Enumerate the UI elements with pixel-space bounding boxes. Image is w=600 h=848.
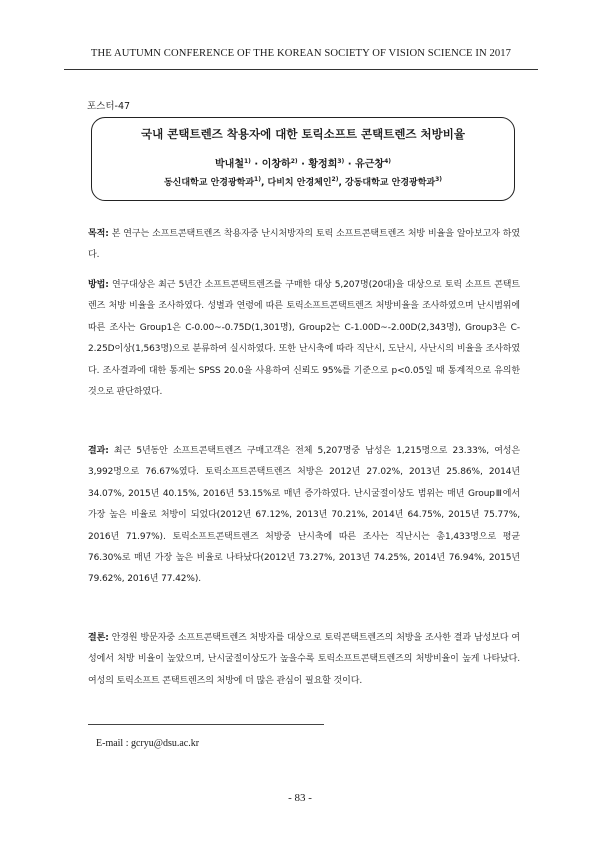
title-box (91, 117, 515, 201)
purpose-text: 본 연구는 소프트콘택트렌즈 착용자중 난시처방자의 토릭 소프트콘택트렌즈 처방 비율을 알아보고자 하였다. (88, 229, 520, 261)
paper-title: 국내 콘택트렌즈 착용자에 대한 토릭소프트 콘택트렌즈 처방비율 (141, 127, 465, 141)
affiliation: 다비치 안경체인 (267, 178, 332, 188)
result-text: 최근 5년동안 소프트콘택트렌즈 구매고객은 전체 5,207명중 남성은 1,215명으로 23.33%, 여성은 3,992명으로 76.67%였다. 토릭소프트콘택트렌즈 처방은 2012년 27.02%, 2013년 25.86%, 2014년 34.07%, 2015년 40.15%, 2016년 53.15%로 매년 증가하였다. 난시굴절이상도 범위는 매년 GroupⅢ에서 가장 높은 비율로 처방이 되었다(2012년 67.12%, 2013년 70.21%, 2014년 64.75%, 2015년 75.77%, 2016년 71.97%). 토릭소프트콘택트렌즈 처방중 난시축에 따른 조사는 직난시는 총1,433명으로 평균 76.30%로 매년 가장 높은 비율로 나타났다(2012년 73.27%, 2013년 74.25%, 2014년 76.94%, 2015년 79.62%, 2016년 77.42%). (88, 446, 520, 585)
result-label: 결과: (88, 446, 109, 456)
email-footnote: E-mail : gcryu@dsu.ac.kr (96, 738, 200, 749)
author-separator: · (301, 159, 305, 170)
author-sup: 1) (244, 158, 251, 165)
affiliation: 강동대학교 안경광학과 (345, 178, 436, 188)
method-label: 방법: (88, 280, 109, 290)
author-name: 황정희 (308, 159, 338, 170)
purpose-label: 목적: (88, 229, 109, 239)
affiliation-sup: 3) (435, 176, 443, 183)
author-name: 유근창 (355, 159, 385, 170)
poster-number: 포스터-47 (87, 101, 131, 112)
page-number: - 83 - (288, 792, 312, 804)
author-sup: 3) (337, 158, 345, 165)
footnote-rule (88, 724, 324, 725)
affiliation-list: 동신대학교 안경광학과$^{1)}$, 다비치 안경체인$^{2)}$, 강동대학교 안경광학과$^{3)}$ (163, 176, 443, 188)
affiliation-sup: 1) (254, 176, 261, 183)
result-section (88, 441, 520, 591)
purpose-section (88, 224, 520, 267)
conference-header: THE AUTUMN CONFERENCE OF THE KOREAN SOCIETY OF VISION SCIENCE IN 2017 (90, 48, 512, 59)
author-separator: · (347, 159, 352, 170)
author-list (92, 155, 514, 170)
method-text: 연구대상은 최근 5년간 소프트콘택트렌즈를 구매한 대상 5,207명(20대)을 대상으로 토릭 소프트 콘택트렌즈 처방 비율을 조사하였다. 성별과 연령에 따른 토릭소프트콘택트렌즈 처방비율을 조사하였으며 난시범위에 따른 조사는 Group1은 C-0.00~-0.75D(1,301명), Group2는 C-1.00D~-2.00D(2,343명), Group3은 C-2.25D이상(1,563명)으로 분류하여 실시하였다. 또한 난시축에 따라 직난시, 도난시, 사난시의 비율을 조사하였다. 조사결과에 대한 통계는 SPSS 20.0을 사용하여 신뢰도 95%를 기준으로 p<0.05일 때 통계적으로 유의한 것으로 판단하였다. (88, 280, 520, 398)
author-name: 박내철 (215, 159, 244, 170)
conclusion-label: 결론: (88, 633, 109, 643)
affiliation: 동신대학교 안경광학과 (163, 178, 255, 188)
author-separator: · (254, 159, 259, 170)
conclusion-section (88, 628, 520, 692)
conclusion-text: 안경원 방문자중 소프트콘택트렌즈 처방자를 대상으로 토릭콘택트렌즈의 처방을 조사한 결과 남성보다 여성에서 처방 비율이 높았으며, 난시굴절이상도가 높을수록 토릭소프트콘택트렌즈의 처방비율이 높게 나타났다. 여성의 토릭소프트 콘택트렌즈의 처방에 더 많은 관심이 필요할 것이다. (88, 633, 520, 686)
author-sup: 4) (384, 158, 391, 165)
affiliation-sup: 2) (331, 176, 339, 183)
author-sup: 2) (290, 158, 298, 165)
header-rule (64, 69, 538, 70)
author-name: 이창하 (261, 159, 291, 170)
method-section (88, 275, 520, 403)
